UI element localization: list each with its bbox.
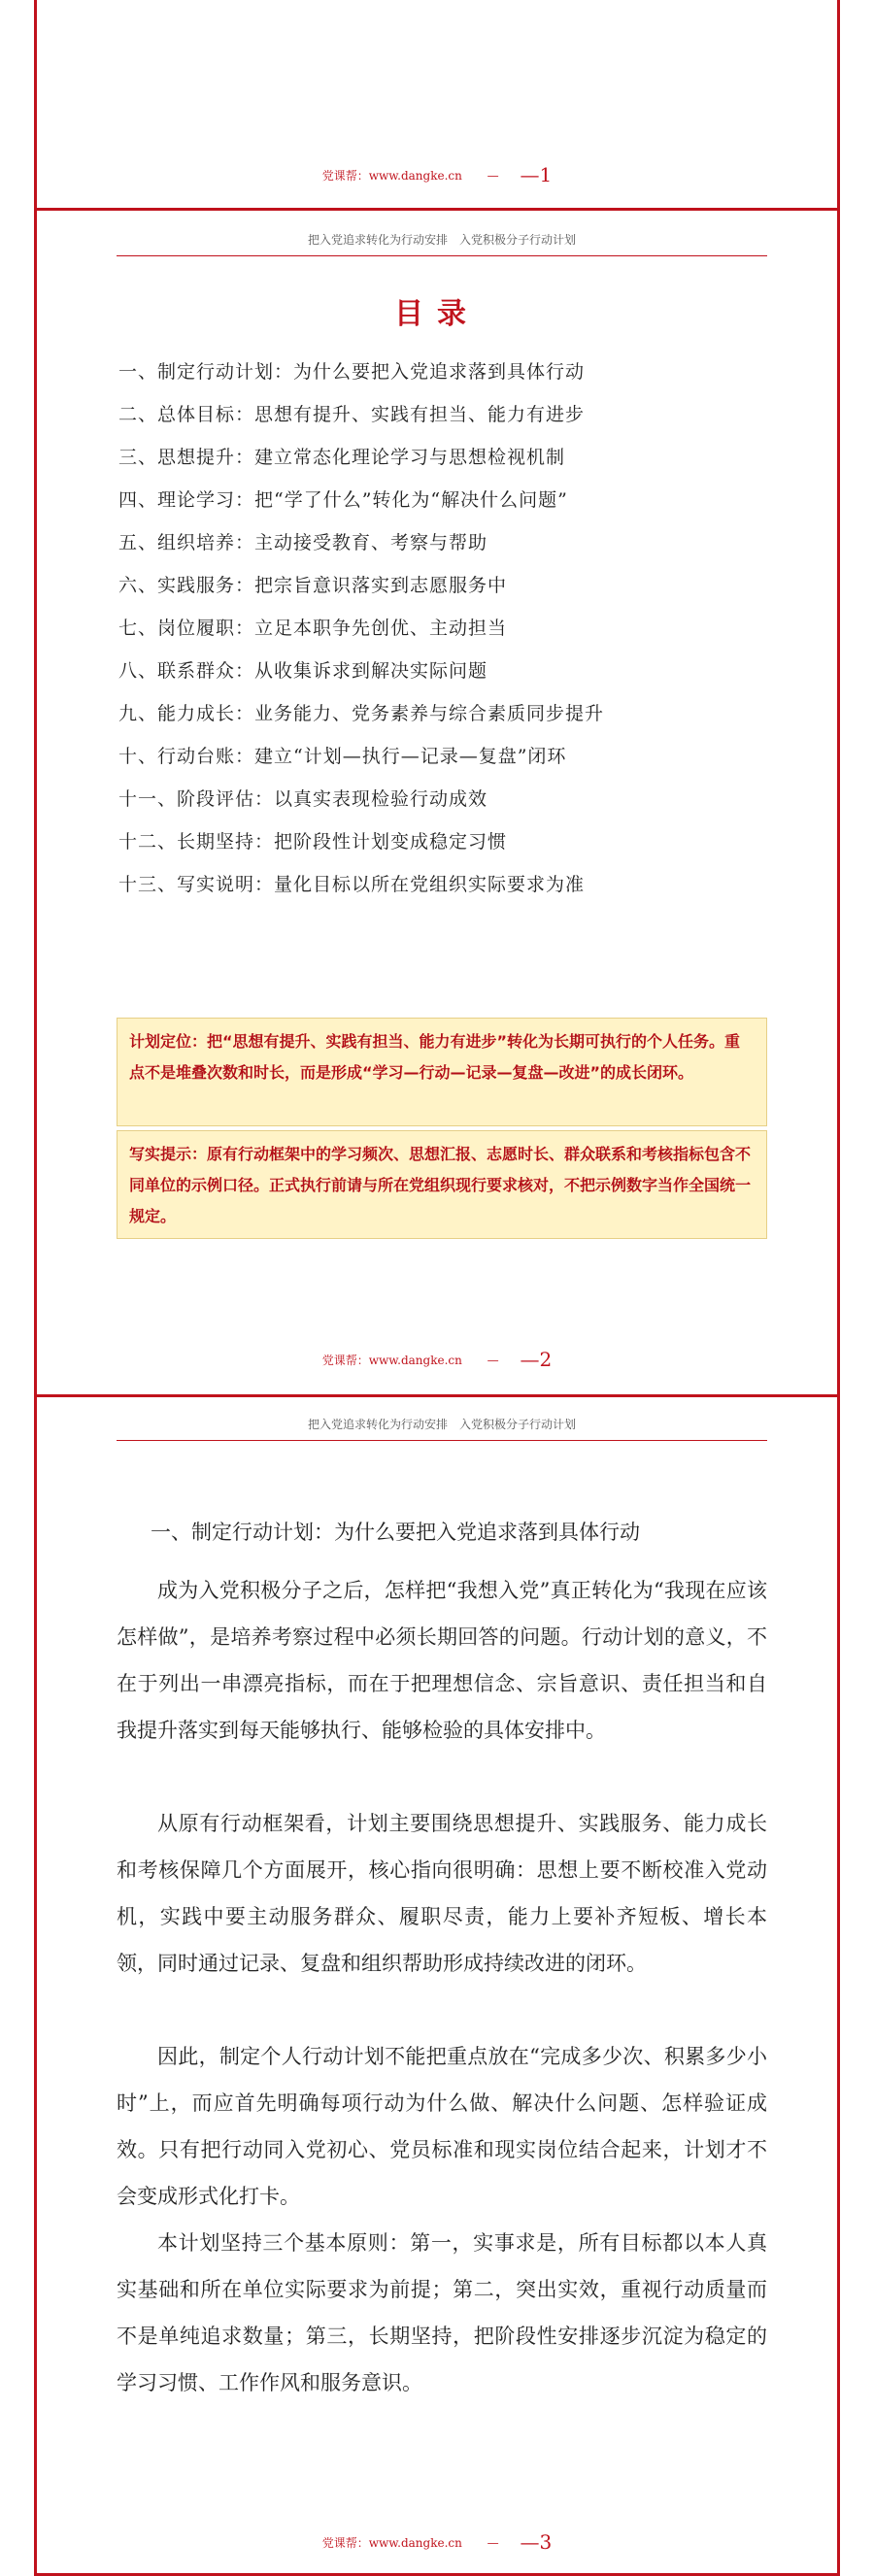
toc-item: 六、实践服务：把宗旨意识落实到志愿服务中 (118, 575, 508, 596)
section-heading: 一、制定行动计划：为什么要把入党追求落到具体行动 (151, 1521, 640, 1544)
running-header: 把入党追求转化为行动安排 入党积极分子行动计划 (117, 231, 767, 256)
page-footer (0, 1348, 874, 1371)
body-paragraph: 从原有行动框架看，计划主要围绕思想提升、实践服务、能力成长和考核保障几个方面展开，核心指向很明确：思想上要不断校准入党动机，实践中要主动服务群众、履职尽责，能力上要补齐短板、增长本领，同时通过记录、复盘和组织帮助形成持续改进的闭环。 (117, 1812, 767, 1975)
footer-dash: — (487, 169, 499, 183)
toc-item: 十、行动台账：建立“计划—执行—记录—复盘”闭环 (118, 746, 567, 767)
toc-item: 三、思想提升：建立常态化理论学习与思想检视机制 (118, 447, 566, 468)
toc-item: 四、理论学习：把“学了什么”转化为“解决什么问题” (118, 489, 568, 511)
table-of-contents (118, 357, 604, 913)
toc-item: 八、联系群众：从收集诉求到解决实际问题 (118, 660, 488, 682)
toc-item: 二、总体目标：思想有提升、实践有担当、能力有进步 (118, 404, 586, 425)
toc-item: 一、制定行动计划：为什么要把入党追求落到具体行动 (118, 361, 586, 383)
site-label: 党课帮：www.dangke.cn (321, 2536, 462, 2550)
page-frame-left (34, 0, 37, 2576)
writing-reminder-note: 写实提示：原有行动框架中的学习频次、思想汇报、志愿时长、群众联系和考核指标包含不同单位的示例口径。正式执行前请与所在党组织现行要求核对，不把示例数字当作全国统一规定。 (117, 1130, 767, 1239)
page-footer (0, 2530, 874, 2554)
site-label: 党课帮：www.dangke.cn (321, 169, 462, 183)
page-separator (34, 1394, 840, 1397)
body-paragraph: 因此，制定个人行动计划不能把重点放在“完成多少次、积累多少小时”上，而应首先明确每项行动为什么做、解决什么问题、怎样验证成效。只有把行动同入党初心、党员标准和现实岗位结合起来，计划才不会变成形式化打卡。 (117, 2045, 767, 2208)
toc-title: 目录 (394, 297, 480, 331)
page-number: —1 (520, 163, 553, 186)
plan-positioning-note: 计划定位：把“思想有提升、实践有担当、能力有进步”转化为长期可执行的个人任务。重点不是堆叠次数和时长，而是形成“学习—行动—记录—复盘—改进”的成长闭环。 (117, 1018, 767, 1126)
footer-dash: — (487, 2536, 499, 2550)
page-number: —3 (520, 2530, 553, 2554)
toc-item: 十三、写实说明：量化目标以所在党组织实际要求为准 (118, 874, 586, 895)
toc-item: 十一、阶段评估：以真实表现检验行动成效 (118, 788, 488, 810)
page-separator (34, 208, 840, 211)
body-paragraph: 本计划坚持三个基本原则：第一，实事求是，所有目标都以本人真实基础和所在单位实际要求为前提；第二，突出实效，重视行动质量而不是单纯追求数量；第三，长期坚持，把阶段性安排逐步沉淀为稳定的学习习惯、工作作风和服务意识。 (117, 2231, 767, 2394)
body-paragraph: 成为入党积极分子之后，怎样把“我想入党”真正转化为“我现在应该怎样做”，是培养考察过程中必须长期回答的问题。行动计划的意义，不在于列出一串漂亮指标，而在于把理想信念、宗旨意识、责任担当和自我提升落实到每天能够执行、能够检验的具体安排中。 (117, 1579, 767, 1742)
footer-dash: — (487, 1354, 499, 1367)
toc-item: 九、能力成长：业务能力、党务素养与综合素质同步提升 (118, 703, 605, 724)
page-footer (0, 163, 874, 186)
running-header: 把入党追求转化为行动安排 入党积极分子行动计划 (117, 1416, 767, 1441)
page-number: —2 (520, 1348, 553, 1371)
site-label: 党课帮：www.dangke.cn (321, 1354, 462, 1367)
toc-item: 五、组织培养：主动接受教育、考察与帮助 (118, 532, 488, 553)
toc-item: 十二、长期坚持：把阶段性计划变成稳定习惯 (118, 831, 508, 853)
toc-item: 七、岗位履职：立足本职争先创优、主动担当 (118, 618, 508, 639)
page-frame-right (837, 0, 840, 2576)
